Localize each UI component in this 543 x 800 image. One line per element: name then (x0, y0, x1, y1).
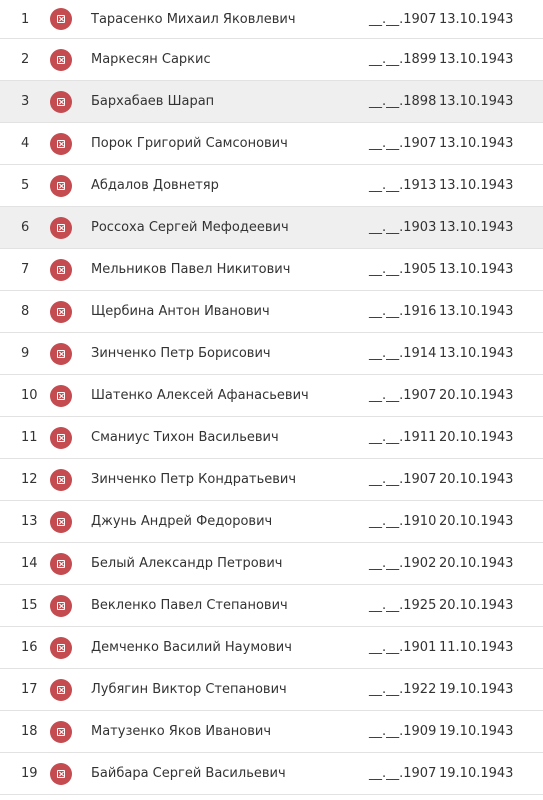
row-number: 11 (21, 430, 38, 445)
broken-image-icon (50, 553, 72, 575)
birth-date: __.__.1905 (369, 262, 437, 277)
person-name-link[interactable]: Бархабаев Шарап (91, 94, 215, 109)
broken-image-icon (50, 763, 72, 785)
broken-image-icon (50, 595, 72, 617)
event-date: 20.10.1943 (439, 556, 514, 571)
birth-date: __.__.1899 (369, 52, 437, 67)
person-name-link[interactable]: Россоха Сергей Мефодеевич (91, 220, 289, 235)
list-item[interactable] (0, 417, 543, 459)
row-number: 5 (21, 178, 30, 193)
event-date: 13.10.1943 (439, 304, 514, 319)
broken-image-icon (50, 385, 72, 407)
event-date: 20.10.1943 (439, 388, 514, 403)
birth-date: __.__.1907 (369, 136, 437, 151)
list-item[interactable] (0, 585, 543, 627)
broken-image-icon (50, 679, 72, 701)
birth-date: __.__.1898 (369, 94, 437, 109)
birth-date: __.__.1911 (369, 430, 437, 445)
person-name-link[interactable]: Щербина Антон Иванович (91, 304, 270, 319)
person-name-link[interactable]: Джунь Андрей Федорович (91, 514, 273, 529)
event-date: 13.10.1943 (439, 136, 514, 151)
birth-date: __.__.1901 (369, 640, 437, 655)
row-number: 9 (21, 346, 30, 361)
row-number: 6 (21, 220, 30, 235)
birth-date: __.__.1907 (369, 11, 437, 27)
event-date: 13.10.1943 (439, 220, 514, 235)
list-item[interactable] (0, 81, 543, 123)
birth-date: __.__.1903 (369, 220, 437, 235)
row-number: 7 (21, 262, 30, 277)
broken-image-icon (50, 217, 72, 239)
person-name-link[interactable]: Матузенко Яков Иванович (91, 724, 272, 739)
person-name-link[interactable]: Порок Григорий Самсонович (91, 136, 288, 151)
person-name-link[interactable]: Тарасенко Михаил Яковлевич (91, 11, 296, 27)
broken-image-icon (50, 8, 72, 30)
broken-image-icon (50, 721, 72, 743)
event-date: 19.10.1943 (439, 724, 514, 739)
list-item[interactable] (0, 165, 543, 207)
broken-image-icon (50, 511, 72, 533)
broken-image-icon (50, 301, 72, 323)
list-item[interactable] (0, 543, 543, 585)
list-item[interactable] (0, 459, 543, 501)
birth-date: __.__.1916 (369, 304, 437, 319)
broken-image-icon (50, 343, 72, 365)
list-item[interactable] (0, 249, 543, 291)
row-number: 19 (21, 766, 38, 781)
birth-date: __.__.1910 (369, 514, 437, 529)
row-number: 3 (21, 94, 30, 109)
birth-date: __.__.1913 (369, 178, 437, 193)
broken-image-icon (50, 133, 72, 155)
event-date: 20.10.1943 (439, 598, 514, 613)
broken-image-icon (50, 469, 72, 491)
list-item[interactable] (0, 39, 543, 81)
person-name-link[interactable]: Зинченко Петр Борисович (91, 346, 271, 361)
list-item[interactable] (0, 753, 543, 795)
broken-image-icon (50, 175, 72, 197)
event-date: 19.10.1943 (439, 682, 514, 697)
row-number: 14 (21, 556, 38, 571)
person-name-link[interactable]: Векленко Павел Степанович (91, 598, 288, 613)
broken-image-icon (50, 91, 72, 113)
person-name-link[interactable]: Абдалов Довнетяр (91, 178, 219, 193)
birth-date: __.__.1907 (369, 472, 437, 487)
broken-image-icon (50, 49, 72, 71)
event-date: 20.10.1943 (439, 430, 514, 445)
birth-date: __.__.1925 (369, 598, 437, 613)
broken-image-icon (50, 427, 72, 449)
row-number: 8 (21, 304, 30, 319)
row-number: 4 (21, 136, 30, 151)
birth-date: __.__.1922 (369, 682, 437, 697)
event-date: 13.10.1943 (439, 52, 514, 67)
person-name-link[interactable]: Мельников Павел Никитович (91, 262, 291, 277)
person-name-link[interactable]: Байбара Сергей Васильевич (91, 766, 286, 781)
person-name-link[interactable]: Белый Александр Петрович (91, 556, 283, 571)
list-item[interactable] (0, 501, 543, 543)
birth-date: __.__.1914 (369, 346, 437, 361)
row-number: 12 (21, 472, 38, 487)
list-item[interactable] (0, 123, 543, 165)
list-item[interactable] (0, 669, 543, 711)
list-item[interactable] (0, 711, 543, 753)
birth-date: __.__.1907 (369, 766, 437, 781)
row-number: 16 (21, 640, 38, 655)
list-item[interactable] (0, 207, 543, 249)
event-date: 19.10.1943 (439, 766, 514, 781)
event-date: 13.10.1943 (439, 262, 514, 277)
row-number: 10 (21, 388, 38, 403)
row-number: 18 (21, 724, 38, 739)
person-name-link[interactable]: Зинченко Петр Кондратьевич (91, 472, 297, 487)
person-name-link[interactable]: Маркесян Саркис (91, 52, 211, 67)
birth-date: __.__.1909 (369, 724, 437, 739)
event-date: 13.10.1943 (439, 178, 514, 193)
broken-image-icon (50, 637, 72, 659)
event-date: 20.10.1943 (439, 514, 514, 529)
event-date: 13.10.1943 (439, 346, 514, 361)
row-number: 15 (21, 598, 38, 613)
birth-date: __.__.1902 (369, 556, 437, 571)
list-item[interactable] (0, 0, 543, 39)
row-number: 2 (21, 52, 30, 67)
row-number: 17 (21, 682, 38, 697)
list-item[interactable] (0, 333, 543, 375)
list-item[interactable] (0, 291, 543, 333)
row-number: 13 (21, 514, 38, 529)
broken-image-icon (50, 259, 72, 281)
person-name-link[interactable]: Шатенко Алексей Афанасьевич (91, 388, 309, 403)
person-name-link[interactable]: Демченко Василий Наумович (91, 640, 292, 655)
list-item[interactable] (0, 627, 543, 669)
list-item[interactable] (0, 375, 543, 417)
event-date: 11.10.1943 (439, 640, 514, 655)
event-date: 13.10.1943 (439, 11, 514, 27)
row-number: 1 (21, 11, 30, 27)
person-name-link[interactable]: Лубягин Виктор Степанович (91, 682, 287, 697)
event-date: 20.10.1943 (439, 472, 514, 487)
event-date: 13.10.1943 (439, 94, 514, 109)
person-name-link[interactable]: Сманиус Тихон Васильевич (91, 430, 279, 445)
birth-date: __.__.1907 (369, 388, 437, 403)
